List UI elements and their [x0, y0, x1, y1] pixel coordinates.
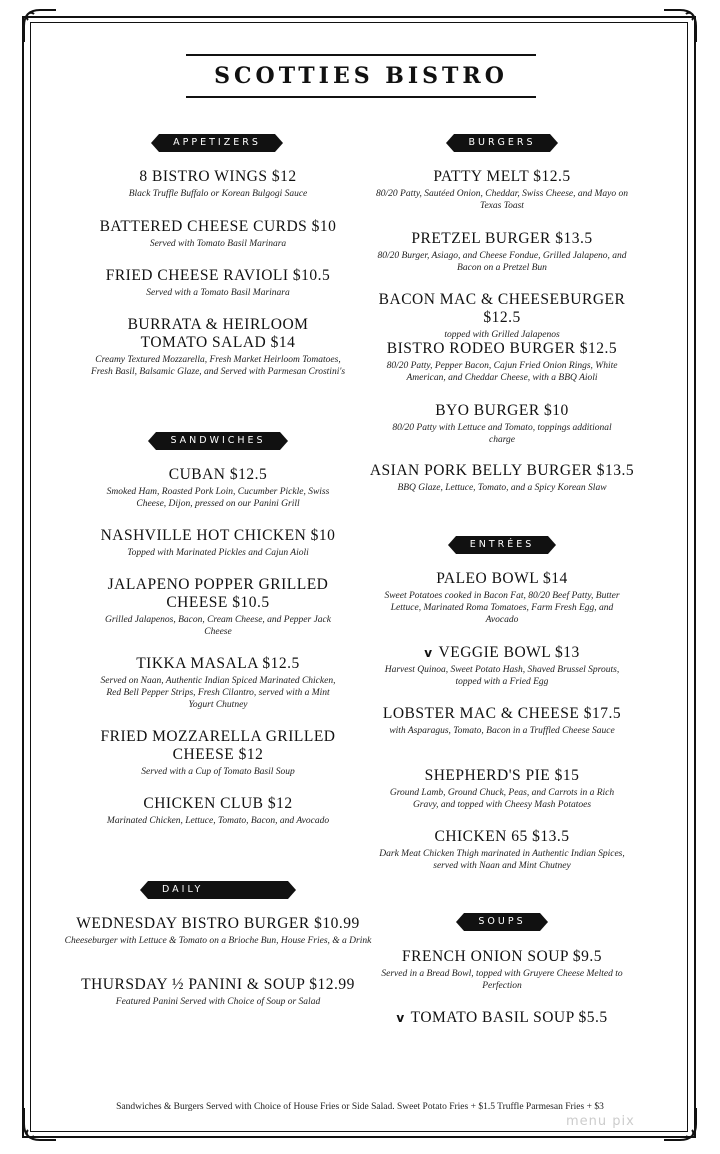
item-name: v TOMATO BASIL SOUP $5.5: [396, 1009, 608, 1026]
section-heading-daily-specials: DAILY SPECIALS: [148, 881, 288, 899]
section-heading-soups: SOUPS: [464, 913, 540, 931]
item-description: with Asparagus, Tomato, Bacon in a Truffled Cheese Sauce: [389, 726, 615, 736]
menu-footer-note: Sandwiches & Burgers Served with Choice of House Fries or Side Salad. Sweet Potato Fries + $1.5 Truffle Parmesan Fries + $3: [116, 1102, 604, 1112]
item-description: Topped with Marinated Pickles and Cajun Aioli: [127, 548, 309, 558]
item-name: BACON MAC & CHEESEBURGER $12.5: [378, 291, 626, 326]
item-name: 8 BISTRO WINGS $12: [139, 168, 297, 185]
item-name: BATTERED CHEESE CURDS $10: [99, 218, 337, 235]
menu-item: [60, 218, 376, 250]
vegetarian-icon: v: [424, 646, 433, 660]
item-name: FRIED MOZZARELLA GRILLED CHEESE $12: [100, 728, 336, 763]
menu-title-box: [186, 54, 536, 98]
menu-item: [60, 267, 376, 299]
watermark-logo: menu pix: [566, 1114, 635, 1129]
menu-item: [376, 828, 628, 872]
item-name: v VEGGIE BOWL $13: [424, 644, 580, 661]
item-name: PRETZEL BURGER $13.5: [411, 230, 593, 247]
menu-item: [376, 644, 628, 688]
menu-item: [60, 976, 376, 1008]
item-description: Served in a Bread Bowl, topped with Gruyere Cheese Melted to Perfection: [381, 969, 623, 991]
item-description: Grilled Jalapenos, Bacon, Cream Cheese, and Pepper Jack Cheese: [104, 615, 331, 637]
menu-item: [376, 340, 628, 384]
item-description: Served with a Cup of Tomato Basil Soup: [141, 767, 295, 777]
section-heading-burgers: BURGERS: [456, 134, 548, 152]
menu-item: [100, 795, 336, 827]
item-description: Served with Tomato Basil Marinara: [149, 239, 287, 249]
item-description: 80/20 Patty with Lettuce and Tomato, toppings additional charge: [392, 423, 612, 445]
item-name: ASIAN PORK BELLY BURGER $13.5: [369, 462, 635, 479]
section-heading-appetizers: APPETIZERS: [160, 134, 274, 152]
section-heading-entrees: ENTRÉES: [456, 536, 548, 554]
item-description: Served on Naan, Authentic Indian Spiced Marinated Chicken, Red Bell Pepper Strips, Fresh Cilantro, served with a Mint Yogurt Chutney: [100, 676, 336, 710]
item-description: Sweet Potatoes cooked in Bacon Fat, 80/20 Beef Patty, Butter Lettuce, Marinated Roma Tomatoes, Farm Fresh Egg, and Avocado: [384, 591, 620, 625]
item-description: Harvest Quinoa, Sweet Potato Hash, Shaved Brussel Sprouts, topped with a Fried Egg: [384, 665, 620, 687]
menu-item: [376, 570, 628, 626]
item-description: Dark Meat Chicken Thigh marinated in Authentic Indian Spices, served with Naan and Mint Chutney: [379, 849, 625, 871]
item-description: Featured Panini Served with Choice of Soup or Salad: [115, 997, 321, 1007]
item-description: Ground Lamb, Ground Chuck, Peas, and Carrots in a Rich Gravy, and topped with Cheesy Mash Potatoes: [389, 788, 615, 810]
menu-item: [60, 915, 376, 947]
menu-item: [362, 291, 642, 341]
menu-item: [386, 402, 618, 446]
menu-item: [90, 316, 346, 378]
item-name: BURRATA & HEIRLOOM TOMATO SALAD $14: [127, 316, 309, 351]
item-name: PATTY MELT $12.5: [433, 168, 571, 185]
item-description: 80/20 Patty, Sautéed Onion, Cheddar, Swiss Cheese, and Mayo on Texas Toast: [376, 189, 628, 211]
item-name: JALAPENO POPPER GRILLED CHEESE $10.5: [107, 576, 329, 611]
item-description: Black Truffle Buffalo or Korean Bulgogi Sauce: [128, 189, 308, 199]
menu-item: [376, 168, 628, 212]
item-name: PALEO BOWL $14: [436, 570, 568, 587]
menu-item: [60, 168, 376, 200]
item-description: Smoked Ham, Roasted Pork Loin, Cucumber Pickle, Swiss Cheese, Dijon, pressed on our Panini Grill: [106, 487, 330, 509]
item-description: topped with Grilled Jalapenos: [444, 330, 560, 340]
corner-ornament-icon: [660, 6, 700, 46]
item-name: TIKKA MASALA $12.5: [136, 655, 300, 672]
item-name: THURSDAY ½ PANINI & SOUP $12.99: [81, 976, 355, 993]
menu-item: [60, 527, 376, 559]
menu-title: SCOTTIES BISTRO: [214, 63, 508, 89]
menu-item: [376, 948, 628, 992]
item-name: BISTRO RODEO BURGER $12.5: [386, 340, 618, 357]
item-description: Creamy Textured Mozzarella, Fresh Market Heirloom Tomatoes, Fresh Basil, Balsamic Glaze, and Served with Parmesan Crostini's: [90, 355, 346, 377]
item-description: 80/20 Patty, Pepper Bacon, Cajun Fried Onion Rings, White American, and Cheddar Cheese, with a BBQ Aioli: [386, 361, 618, 383]
item-description: Marinated Chicken, Lettuce, Tomato, Bacon, and Avocado: [106, 816, 330, 826]
item-name: FRENCH ONION SOUP $9.5: [402, 948, 602, 965]
section-heading-sandwiches: SANDWICHES: [158, 432, 278, 450]
item-name: NASHVILLE HOT CHICKEN $10: [100, 527, 336, 544]
menu-item: [376, 230, 628, 274]
item-name: LOBSTER MAC & CHEESE $17.5: [382, 705, 622, 722]
menu-item: [100, 466, 336, 510]
item-description: Cheeseburger with Lettuce & Tomato on a Brioche Bun, House Fries, & a Drink: [64, 936, 372, 946]
vegetarian-icon: v: [396, 1011, 405, 1025]
item-name: CUBAN $12.5: [168, 466, 268, 483]
menu-item: [100, 576, 336, 638]
item-name: SHEPHERD'S PIE $15: [424, 767, 580, 784]
menu-item: [376, 705, 628, 737]
item-name: BYO BURGER $10: [435, 402, 569, 419]
item-name: CHICKEN 65 $13.5: [434, 828, 570, 845]
item-name: CHICKEN CLUB $12: [143, 795, 293, 812]
menu-item: [96, 655, 340, 711]
menu-item: [376, 767, 628, 811]
menu-item: [100, 728, 336, 778]
menu-item: [362, 462, 642, 494]
item-description: 80/20 Burger, Asiago, and Cheese Fondue, Grilled Jalapeno, and Bacon on a Pretzel Bun: [377, 251, 627, 273]
item-name: FRIED CHEESE RAVIOLI $10.5: [105, 267, 331, 284]
item-description: BBQ Glaze, Lettuce, Tomato, and a Spicy Korean Slaw: [397, 483, 607, 493]
item-description: Served with a Tomato Basil Marinara: [146, 288, 290, 298]
menu-item: [376, 1009, 628, 1027]
corner-ornament-icon: [20, 6, 60, 46]
item-name: WEDNESDAY BISTRO BURGER $10.99: [76, 915, 360, 932]
